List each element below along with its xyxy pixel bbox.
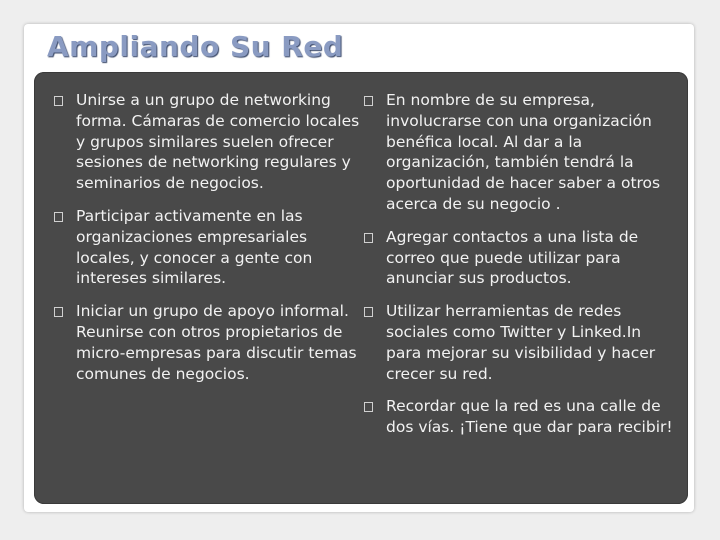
bullet-item: [364, 301, 674, 384]
square-bullet-icon: [364, 233, 373, 243]
bullet-item: [54, 206, 364, 289]
bullet-text: Utilizar herramientas de redes sociales como Twitter y Linked.In para mejorar su visibilidad y hacer crecer su red.: [386, 302, 656, 383]
slide-title: Ampliando Su Red: [47, 30, 344, 63]
square-bullet-icon: [364, 96, 373, 106]
left-column: [54, 90, 364, 396]
bullet-item: [364, 396, 674, 438]
bullet-text: Recordar que la red es una calle de dos vías. ¡Tiene que dar para recibir!: [386, 397, 673, 437]
square-bullet-icon: [54, 307, 63, 317]
bullet-item: [364, 90, 674, 215]
bullet-text: Participar activamente en las organizaciones empresariales locales, y conocer a gente con intereses similares.: [76, 206, 313, 288]
bullet-item: [364, 227, 674, 289]
right-column: [364, 90, 674, 450]
bullet-item: [54, 301, 364, 384]
bullet-item: [54, 90, 364, 194]
square-bullet-icon: [54, 96, 63, 106]
square-bullet-icon: [364, 402, 373, 412]
square-bullet-icon: [364, 307, 373, 317]
bullet-text: Agregar contactos a una lista de correo que puede utilizar para anunciar sus productos.: [386, 227, 639, 288]
bullet-text: Iniciar un grupo de apoyo informal. Reunirse con otros propietarios de micro-empresas para discutir temas comunes de negocios.: [76, 302, 357, 383]
bullet-text: En nombre de su empresa, involucrarse con una organización benéfica local. Al dar a la organización, también tendrá la oportunidad de hacer saber a otros acerca de su negocio .: [386, 91, 661, 213]
bullet-text: Unirse a un grupo de networking forma. Cámaras de comercio locales y grupos similares suelen ofrecer sesiones de networking regulares y seminarios de negocios.: [76, 91, 360, 193]
square-bullet-icon: [54, 212, 63, 222]
